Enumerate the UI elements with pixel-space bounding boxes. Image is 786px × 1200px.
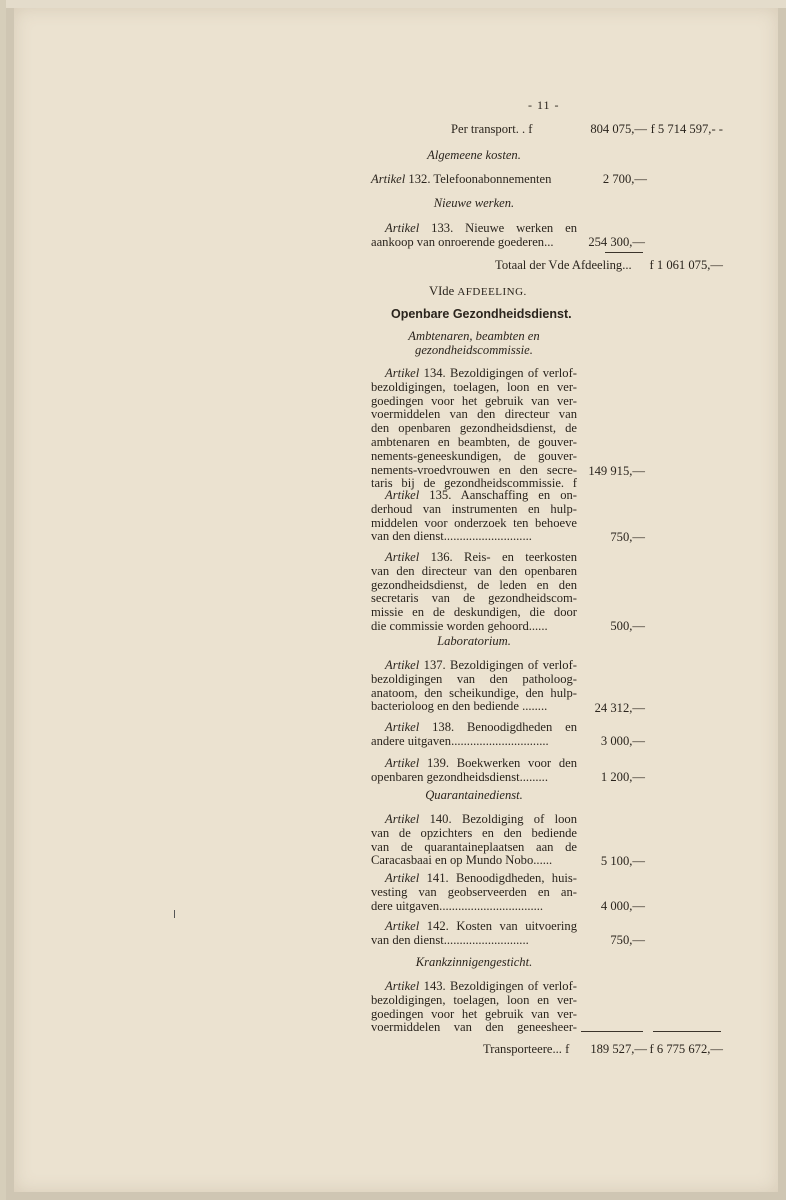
- artikel-word: Artikel: [385, 488, 420, 502]
- heading-line: gezondheidscommissie.: [415, 342, 533, 357]
- artikel-136-amount: 500,—: [610, 619, 645, 633]
- artikel-word: Artikel: [385, 658, 420, 672]
- section-title: Openbare Gezondheidsdienst.: [391, 307, 572, 321]
- artikel-line: 137. Bezoldigingen of verlof-: [419, 658, 577, 672]
- artikel-line: dere uitgaven.................................: [371, 898, 544, 913]
- artikel-line: 134. Bezoldigingen of verlof-: [419, 366, 577, 380]
- transporteere-col2: f 6 775 672,—: [649, 1042, 723, 1056]
- artikel-word: Artikel: [385, 366, 420, 380]
- artikel-line: van de quarantaineplaatsen aan de: [371, 839, 577, 854]
- artikel-word: Artikel: [371, 172, 406, 186]
- top-border: [0, 0, 786, 8]
- artikel-word: Artikel: [385, 221, 420, 235]
- artikel-line: derhoud van instrumenten en hulp-: [371, 501, 577, 516]
- per-transport-label: Per transport. . f: [451, 122, 533, 136]
- artikel-line: 139. Boekwerken voor den: [419, 756, 577, 770]
- artikel-text: 132. Telefoonabonnementen: [405, 172, 552, 186]
- artikel-138-amount: 3 000,—: [600, 734, 645, 748]
- page-gutter: [0, 0, 6, 1200]
- artikel-line: van den directeur van den openbaren: [371, 563, 577, 578]
- per-transport-col1: 804 075,—: [590, 122, 647, 136]
- artikel-line: goedingen voor het gebruik van ver-: [371, 393, 577, 408]
- artikel-line: van de opzichters en den bediende: [371, 825, 577, 840]
- artikel-word: Artikel: [385, 979, 420, 993]
- transport-rule-1: [581, 1031, 643, 1032]
- artikel-line: van den dienst............................: [371, 529, 532, 544]
- artikel-line: voermiddelen van den directeur van: [371, 407, 577, 422]
- artikel-line: bezoldigingen van den patholoog-: [371, 671, 577, 686]
- transport-rule-2: [653, 1031, 721, 1032]
- artikel-line: nements-vroedvrouwen en den secre-: [371, 462, 577, 477]
- artikel-132-amount: 2 700,—: [602, 172, 647, 186]
- artikel-line: anatoom, den scheikundige, den hulp-: [371, 685, 577, 700]
- artikel-line: vesting van geobserveerden en an-: [371, 884, 577, 899]
- artikel-line: 133. Nieuwe werken en: [419, 221, 577, 235]
- heading-quarantainedienst: Quarantainedienst.: [425, 788, 523, 802]
- artikel-line: middelen voor onderzoek ten behoeve: [371, 515, 577, 530]
- artikel-143: [371, 980, 577, 1035]
- artikel-142-amount: 750,—: [610, 933, 645, 947]
- artikel-line: missie en de deskundigen, die door: [371, 605, 577, 620]
- afdeeling-number: VIde: [429, 284, 455, 298]
- heading-ambtenaren: [371, 330, 577, 358]
- afdeeling-word: AFDEELING.: [457, 286, 527, 298]
- artikel-word: Artikel: [385, 720, 420, 734]
- transporteere-label: Transporteere... f: [483, 1042, 570, 1056]
- artikel-word: Artikel: [385, 919, 420, 933]
- artikel-word: Artikel: [385, 550, 420, 564]
- heading-krankzinnigengesticht: Krankzinnigengesticht.: [415, 955, 533, 969]
- artikel-line: nements-geneeskundigen, de gouver-: [371, 448, 577, 463]
- artikel-139-amount: 1 200,—: [600, 770, 645, 784]
- artikel-line: van den dienst...........................: [371, 932, 529, 947]
- artikel-line: 135. Aanschaffing en on-: [419, 488, 577, 502]
- per-transport-col2: f 5 714 597,- -: [650, 122, 723, 136]
- artikel-line: 141. Benoodigdheden, huis-: [419, 871, 577, 885]
- heading-line: Ambtenaren, beambten en: [408, 329, 540, 343]
- artikel-line: ambtenaren en beambten, de gouver-: [371, 434, 577, 449]
- artikel-line: 138. Benoodigdheden en: [419, 720, 577, 734]
- artikel-line: bezoldigingen, toelagen, loon en ver-: [371, 992, 577, 1007]
- artikel-135-amount: 750,—: [610, 530, 645, 544]
- artikel-word: Artikel: [385, 756, 420, 770]
- artikel-line: 140. Bezoldiging of loon: [419, 812, 577, 826]
- page-number: - 11 -: [528, 98, 560, 112]
- subtotal-rule: [605, 252, 643, 253]
- artikel-line: 142. Kosten van uitvoering: [419, 919, 577, 933]
- artikel-line: andere uitgaven...............................: [371, 733, 549, 748]
- artikel-line: gezondheidsdienst, de leden en den: [371, 577, 577, 592]
- heading-nieuwe-werken: Nieuwe werken.: [433, 196, 515, 210]
- artikel-line: Caracasbaai en op Mundo Nobo......: [371, 853, 553, 868]
- artikel-word: Artikel: [385, 812, 420, 826]
- artikel-134-amount: 149 915,—: [588, 464, 645, 478]
- artikel-word: Artikel: [385, 871, 420, 885]
- artikel-line: bezoldigingen, toelagen, loon en ver-: [371, 379, 577, 394]
- totaal-label: Totaal der Vde Afdeeling...: [495, 258, 632, 272]
- artikel-140-amount: 5 100,—: [600, 854, 645, 868]
- artikel-133-amount: 254 300,—: [588, 235, 645, 249]
- artikel-line: goedingen voor het gebruik van ver-: [371, 1006, 577, 1021]
- stray-mark: [174, 910, 175, 918]
- artikel-line: den openbaren gezondheidsdienst, de: [371, 421, 577, 436]
- heading-algemeene-kosten: Algemeene kosten.: [427, 148, 521, 162]
- totaal-value: f 1 061 075,—: [649, 258, 723, 272]
- heading-laboratorium: Laboratorium.: [437, 634, 511, 648]
- transporteere-col1: 189 527,—: [590, 1042, 647, 1056]
- afdeeling-heading: [429, 285, 781, 300]
- artikel-line: bacterioloog en den bediende ........: [371, 699, 548, 714]
- artikel-141-amount: 4 000,—: [600, 899, 645, 913]
- artikel-line: 143. Bezoldigingen of verlof-: [419, 979, 577, 993]
- artikel-line: die commissie worden gehoord......: [371, 618, 548, 633]
- artikel-line: aankoop van onroerende goederen...: [371, 234, 554, 249]
- artikel-line: secretaris van de gezondheidscom-: [371, 591, 577, 606]
- artikel-137-amount: 24 312,—: [594, 701, 645, 715]
- artikel-line: openbaren gezondheidsdienst.........: [371, 769, 548, 784]
- artikel-line: taris bij de gezondheidscommissie. f: [371, 476, 577, 491]
- artikel-line: voermiddelen van den geneesheer-: [371, 1020, 577, 1035]
- artikel-line: 136. Reis- en teerkosten: [419, 550, 577, 564]
